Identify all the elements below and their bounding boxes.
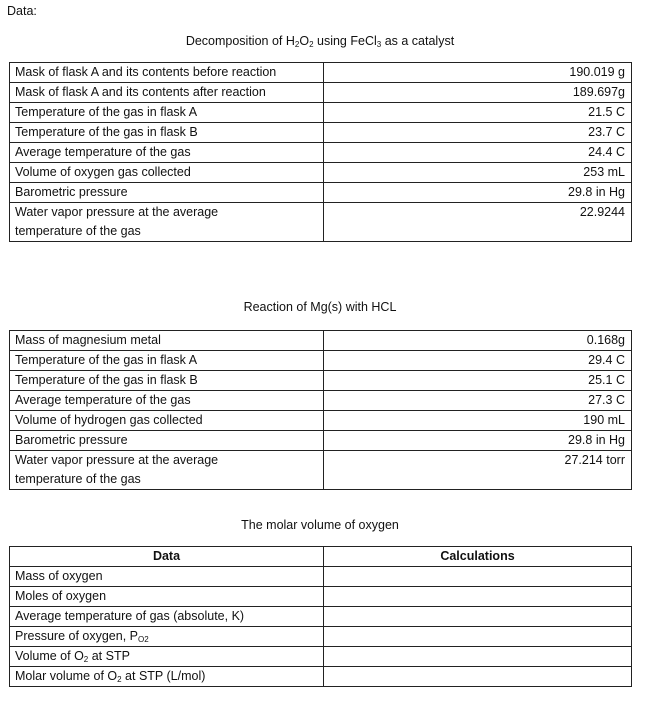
row-value: 0.168g (324, 331, 632, 351)
table-row (10, 627, 632, 647)
row-label: Volume of hydrogen gas collected (10, 411, 324, 431)
table-row (10, 331, 632, 351)
row-label: Water vapor pressure at the average temperature of the gas (10, 203, 324, 242)
calculation-cell[interactable] (324, 647, 632, 667)
row-value: 189.697g (324, 83, 632, 103)
table-row (10, 203, 632, 242)
row-value: 21.5 C (324, 103, 632, 123)
table3-title: The molar volume of oxygen (241, 518, 399, 532)
row-label: Temperature of the gas in flask B (10, 371, 324, 391)
molar-volume-table (9, 546, 632, 687)
row-label: Water vapor pressure at the average temperature of the gas (10, 451, 324, 490)
table-row (10, 411, 632, 431)
row-label: Molar volume of $O_2$ at STP (L/mol) (10, 667, 324, 687)
row-label: Average temperature of gas (absolute, K) (10, 607, 324, 627)
row-label: Barometric pressure (10, 183, 324, 203)
calculation-cell[interactable] (324, 627, 632, 647)
row-label: Barometric pressure (10, 431, 324, 451)
table-row (10, 123, 632, 143)
row-label: Pressure of oxygen, $P_{O2}$ (10, 627, 324, 647)
table-row (10, 431, 632, 451)
table-row (10, 103, 632, 123)
table-row (10, 371, 632, 391)
calculation-cell[interactable] (324, 607, 632, 627)
decomposition-table (9, 62, 632, 242)
table-row (10, 163, 632, 183)
row-label: Average temperature of the gas (10, 391, 324, 411)
row-value: 190.019 g (324, 63, 632, 83)
row-label: Volume of $O_2$ at STP (10, 647, 324, 667)
table-header-row (10, 547, 632, 567)
table1-title: Decomposition of $H_2O_2$ using FeCl$_3$ as a catalyst (185, 34, 455, 49)
table-row (10, 647, 632, 667)
magnesium-table (9, 330, 632, 490)
data-heading: Data: (7, 4, 37, 18)
table-row (10, 351, 632, 371)
row-label: Temperature of the gas in flask A (10, 103, 324, 123)
row-value: 29.4 C (324, 351, 632, 371)
row-value: 29.8 in Hg (324, 431, 632, 451)
row-value: 23.7 C (324, 123, 632, 143)
table-row (10, 63, 632, 83)
row-value: 24.4 C (324, 143, 632, 163)
column-header-calculations: Calculations (324, 547, 632, 567)
table2-title: Reaction of Mg(s) with HCL (243, 300, 397, 314)
row-label: Moles of oxygen (10, 587, 324, 607)
row-value: 29.8 in Hg (324, 183, 632, 203)
row-value: 27.3 C (324, 391, 632, 411)
row-label: Mask of flask A and its contents after reaction (10, 83, 324, 103)
row-value: 190 mL (324, 411, 632, 431)
row-label: Volume of oxygen gas collected (10, 163, 324, 183)
table-row (10, 567, 632, 587)
row-label: Mass of magnesium metal (10, 331, 324, 351)
table-row (10, 83, 632, 103)
row-label: Average temperature of the gas (10, 143, 324, 163)
row-label: Temperature of the gas in flask A (10, 351, 324, 371)
row-label: Mask of flask A and its contents before reaction (10, 63, 324, 83)
table-row (10, 143, 632, 163)
table-row (10, 607, 632, 627)
row-label: Temperature of the gas in flask B (10, 123, 324, 143)
row-value: 253 mL (324, 163, 632, 183)
table-row (10, 183, 632, 203)
calculation-cell[interactable] (324, 667, 632, 687)
row-label: Mass of oxygen (10, 567, 324, 587)
table-row (10, 451, 632, 490)
table-row (10, 667, 632, 687)
table-row (10, 391, 632, 411)
calculation-cell[interactable] (324, 587, 632, 607)
table-row (10, 587, 632, 607)
row-value: 27.214 torr (324, 451, 632, 490)
calculation-cell[interactable] (324, 567, 632, 587)
row-value: 25.1 C (324, 371, 632, 391)
column-header-data: Data (10, 547, 324, 567)
row-value: 22.9244 (324, 203, 632, 242)
